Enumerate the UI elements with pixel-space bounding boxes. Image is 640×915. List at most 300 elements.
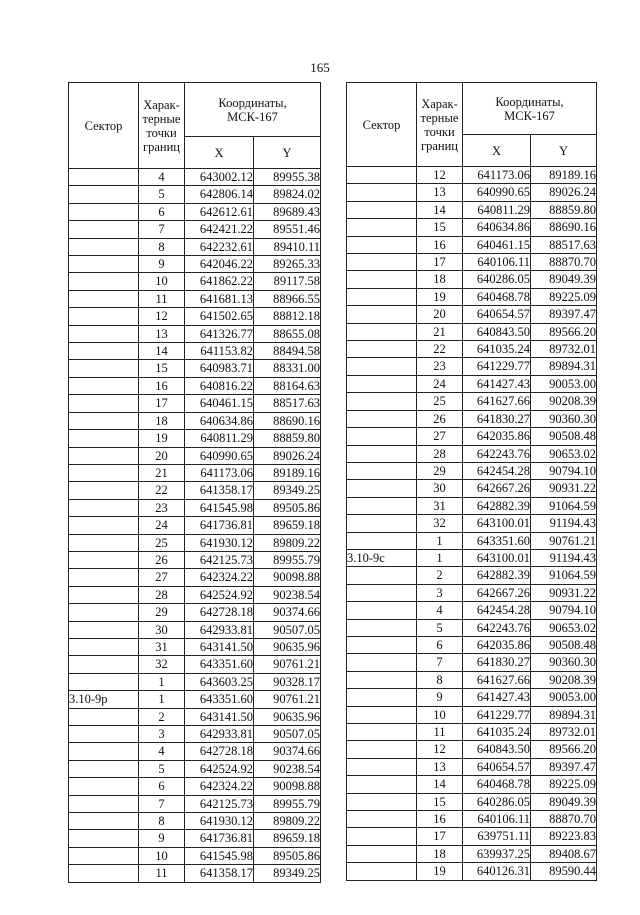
x-header: X (185, 137, 254, 169)
point-cell: 2 (139, 708, 185, 725)
table-row (69, 656, 321, 673)
table-row (347, 549, 597, 566)
x-coordinate-cell: 641035.24 (463, 724, 531, 741)
sector-cell (69, 238, 139, 255)
x-coordinate-cell: 641736.81 (185, 830, 254, 847)
y-coordinate-cell: 90328.17 (254, 673, 321, 690)
x-coordinate-cell: 641736.81 (185, 517, 254, 534)
y-coordinate-cell: 89659.18 (254, 517, 321, 534)
x-coordinate-cell: 642125.73 (185, 551, 254, 568)
coordinates-header (463, 83, 597, 135)
y-coordinate-cell: 90098.88 (254, 778, 321, 795)
point-cell: 7 (139, 795, 185, 812)
x-coordinate-cell: 642728.18 (185, 743, 254, 760)
point-cell: 25 (139, 534, 185, 551)
sector-cell (347, 828, 417, 845)
point-cell: 8 (139, 238, 185, 255)
sector-cell (69, 290, 139, 307)
point-cell: 24 (139, 517, 185, 534)
points-header (139, 83, 185, 169)
table-row (69, 325, 321, 342)
x-coordinate-cell: 640843.50 (463, 323, 531, 340)
table-row (69, 308, 321, 325)
table-row (69, 604, 321, 621)
y-coordinate-cell: 88870.70 (531, 254, 597, 271)
sector-cell (347, 863, 417, 880)
x-coordinate-cell: 642524.92 (185, 760, 254, 777)
y-coordinate-cell: 89955.79 (254, 551, 321, 568)
x-coordinate-cell: 641427.43 (463, 689, 531, 706)
y-coordinate-cell: 90761.21 (254, 656, 321, 673)
point-cell: 11 (139, 865, 185, 882)
y-coordinate-cell: 90635.96 (254, 708, 321, 725)
point-cell: 28 (417, 445, 463, 462)
y-coordinate-cell: 88870.70 (531, 811, 597, 828)
sector-cell (347, 497, 417, 514)
y-coordinate-cell: 89225.09 (531, 288, 597, 305)
point-cell: 16 (417, 811, 463, 828)
y-coordinate-cell: 90360.30 (531, 654, 597, 671)
y-coordinate-cell: 90208.39 (531, 671, 597, 688)
sector-cell (347, 462, 417, 479)
y-coordinate-cell: 89049.39 (531, 271, 597, 288)
point-cell: 15 (139, 360, 185, 377)
table-row (69, 273, 321, 290)
sector-cell (69, 569, 139, 586)
x-coordinate-cell: 641427.43 (463, 375, 531, 392)
y-coordinate-cell: 90507.05 (254, 726, 321, 743)
table-row (347, 602, 597, 619)
point-cell: 31 (139, 638, 185, 655)
table-row (69, 482, 321, 499)
y-coordinate-cell: 91064.59 (531, 497, 597, 514)
point-cell: 29 (417, 462, 463, 479)
table-row (347, 184, 597, 201)
table-body (69, 169, 321, 883)
table-row (347, 828, 597, 845)
point-cell: 9 (417, 689, 463, 706)
table-row (69, 586, 321, 603)
table-row (347, 619, 597, 636)
x-coordinate-cell: 640468.78 (463, 776, 531, 793)
sector-cell (69, 760, 139, 777)
sector-cell (69, 377, 139, 394)
x-coordinate-cell: 640654.57 (463, 758, 531, 775)
y-coordinate-cell: 90507.05 (254, 621, 321, 638)
table-row (347, 758, 597, 775)
table-row (69, 517, 321, 534)
table-row (69, 377, 321, 394)
table-row (69, 847, 321, 864)
table-row (69, 412, 321, 429)
point-cell: 18 (417, 271, 463, 288)
table-row (69, 778, 321, 795)
y-header: Y (531, 135, 597, 167)
y-coordinate-cell: 89732.01 (531, 724, 597, 741)
y-coordinate-cell: 89590.44 (531, 863, 597, 880)
coordinates-header-line: МСК-167 (504, 108, 555, 123)
point-cell: 5 (139, 186, 185, 203)
x-coordinate-cell: 642667.26 (463, 584, 531, 601)
x-coordinate-cell: 640983.71 (185, 360, 254, 377)
table-row (347, 306, 597, 323)
y-coordinate-cell: 90374.66 (254, 743, 321, 760)
point-cell: 10 (417, 706, 463, 723)
table-row (347, 654, 597, 671)
sector-cell (69, 743, 139, 760)
table-row (69, 865, 321, 882)
x-coordinate-cell: 641035.24 (463, 341, 531, 358)
point-cell: 23 (417, 358, 463, 375)
point-cell: 11 (139, 290, 185, 307)
x-coordinate-cell: 642243.76 (463, 445, 531, 462)
point-cell: 7 (139, 221, 185, 238)
sector-cell (69, 360, 139, 377)
y-coordinate-cell: 89894.31 (531, 358, 597, 375)
coordinates-header-line: МСК-167 (227, 109, 278, 124)
point-cell: 1 (139, 691, 185, 708)
x-coordinate-cell: 643351.60 (463, 532, 531, 549)
point-cell: 19 (417, 863, 463, 880)
y-coordinate-cell: 90360.30 (531, 410, 597, 427)
table-row (69, 290, 321, 307)
x-coordinate-cell: 642324.22 (185, 778, 254, 795)
point-cell: 17 (139, 395, 185, 412)
table-row (347, 671, 597, 688)
sector-cell (347, 445, 417, 462)
x-coordinate-cell: 642524.92 (185, 586, 254, 603)
x-coordinate-cell: 641173.06 (185, 464, 254, 481)
sector-cell (69, 430, 139, 447)
sector-cell (347, 201, 417, 218)
y-coordinate-cell: 89505.86 (254, 847, 321, 864)
x-coordinate-cell: 640126.31 (463, 863, 531, 880)
y-coordinate-cell: 91064.59 (531, 567, 597, 584)
sector-cell (347, 602, 417, 619)
x-coordinate-cell: 640468.78 (463, 288, 531, 305)
point-cell: 31 (417, 497, 463, 514)
table-row (347, 497, 597, 514)
sector-cell (347, 776, 417, 793)
table-row (347, 219, 597, 236)
sector-cell (347, 236, 417, 253)
table-row (69, 343, 321, 360)
sector-cell (69, 517, 139, 534)
x-coordinate-cell: 642612.61 (185, 203, 254, 220)
sector-cell (347, 167, 417, 184)
y-coordinate-cell: 88966.55 (254, 290, 321, 307)
point-cell: 6 (417, 636, 463, 653)
x-coordinate-cell: 643351.60 (185, 656, 254, 673)
sector-cell (347, 758, 417, 775)
x-coordinate-cell: 639751.11 (463, 828, 531, 845)
points-header-line: точки (146, 125, 177, 140)
coordinates-header (185, 83, 321, 137)
sector-cell: 3.10-9р (69, 691, 139, 708)
sector-cell (347, 184, 417, 201)
y-coordinate-cell: 90761.21 (531, 532, 597, 549)
table-row (69, 813, 321, 830)
sector-cell (347, 741, 417, 758)
x-coordinate-cell: 642667.26 (463, 480, 531, 497)
point-cell: 1 (139, 673, 185, 690)
sector-cell (69, 325, 139, 342)
point-cell: 27 (139, 569, 185, 586)
x-coordinate-cell: 640634.86 (185, 412, 254, 429)
sector-cell (69, 256, 139, 273)
table-row (347, 323, 597, 340)
sector-cell (69, 343, 139, 360)
table-row (347, 236, 597, 253)
points-header-line: границ (421, 138, 458, 153)
y-coordinate-cell: 88690.16 (254, 412, 321, 429)
x-coordinate-cell: 641326.77 (185, 325, 254, 342)
table-row (69, 430, 321, 447)
coordinates-header-line: Координаты, (218, 95, 287, 110)
y-coordinate-cell: 88812.18 (254, 308, 321, 325)
sector-cell (69, 186, 139, 203)
point-cell: 3 (417, 584, 463, 601)
table-row (347, 793, 597, 810)
sector-cell (69, 221, 139, 238)
table-row (347, 358, 597, 375)
sector-cell (69, 673, 139, 690)
sector-cell (347, 706, 417, 723)
point-cell: 15 (417, 793, 463, 810)
y-coordinate-cell: 88517.63 (254, 395, 321, 412)
x-coordinate-cell: 642125.73 (185, 795, 254, 812)
sector-cell (69, 708, 139, 725)
point-cell: 1 (417, 549, 463, 566)
table-row (347, 584, 597, 601)
sector-cell (69, 169, 139, 186)
y-coordinate-cell: 90238.54 (254, 760, 321, 777)
x-coordinate-cell: 642243.76 (463, 619, 531, 636)
table-row (69, 203, 321, 220)
y-coordinate-cell: 90053.00 (531, 375, 597, 392)
point-cell: 30 (139, 621, 185, 638)
table-row (347, 811, 597, 828)
sector-cell (69, 830, 139, 847)
y-coordinate-cell: 89809.22 (254, 534, 321, 551)
table-row (69, 726, 321, 743)
point-cell: 15 (417, 219, 463, 236)
y-coordinate-cell: 90931.22 (531, 480, 597, 497)
x-header: X (463, 135, 531, 167)
table-row (347, 341, 597, 358)
point-cell: 14 (417, 776, 463, 793)
table-row (347, 254, 597, 271)
point-cell: 18 (417, 845, 463, 862)
sector-cell (347, 724, 417, 741)
point-cell: 9 (139, 256, 185, 273)
y-coordinate-cell: 89955.79 (254, 795, 321, 812)
y-coordinate-cell: 90635.96 (254, 638, 321, 655)
sector-cell (347, 393, 417, 410)
table-row (347, 689, 597, 706)
y-coordinate-cell: 89659.18 (254, 830, 321, 847)
point-cell: 4 (139, 743, 185, 760)
sector-cell (69, 447, 139, 464)
y-coordinate-cell: 89551.46 (254, 221, 321, 238)
points-header-line: границ (143, 139, 180, 154)
y-coordinate-cell: 88690.16 (531, 219, 597, 236)
coordinates-header-line: Координаты, (495, 94, 564, 109)
table-row (347, 515, 597, 532)
x-coordinate-cell: 640811.29 (463, 201, 531, 218)
point-cell: 19 (139, 430, 185, 447)
table-row (347, 567, 597, 584)
point-cell: 8 (139, 813, 185, 830)
coordinates-table-left (68, 82, 321, 883)
point-cell: 30 (417, 480, 463, 497)
y-coordinate-cell: 89566.20 (531, 323, 597, 340)
x-coordinate-cell: 642232.61 (185, 238, 254, 255)
x-coordinate-cell: 642046.22 (185, 256, 254, 273)
x-coordinate-cell: 641627.66 (463, 671, 531, 688)
point-cell: 8 (417, 671, 463, 688)
x-coordinate-cell: 641358.17 (185, 865, 254, 882)
y-coordinate-cell: 88494.58 (254, 343, 321, 360)
page-number: 165 (310, 60, 330, 75)
points-header-line: терные (420, 110, 459, 125)
sector-cell (347, 671, 417, 688)
point-cell: 4 (417, 602, 463, 619)
sector-cell (69, 499, 139, 516)
y-coordinate-cell: 88331.00 (254, 360, 321, 377)
point-cell: 12 (139, 308, 185, 325)
point-cell: 5 (139, 760, 185, 777)
y-coordinate-cell: 89410.11 (254, 238, 321, 255)
sector-cell (69, 482, 139, 499)
table-body (347, 167, 597, 881)
x-coordinate-cell: 642806.14 (185, 186, 254, 203)
y-coordinate-cell: 90653.02 (531, 619, 597, 636)
table-row (347, 393, 597, 410)
point-cell: 19 (417, 288, 463, 305)
y-coordinate-cell: 89026.24 (254, 447, 321, 464)
y-coordinate-cell: 89397.47 (531, 758, 597, 775)
point-cell: 3 (139, 726, 185, 743)
table-row (69, 169, 321, 186)
point-cell: 17 (417, 254, 463, 271)
sector-cell (69, 273, 139, 290)
x-coordinate-cell: 643351.60 (185, 691, 254, 708)
x-coordinate-cell: 641229.77 (463, 358, 531, 375)
x-coordinate-cell: 641153.82 (185, 343, 254, 360)
point-cell: 9 (139, 830, 185, 847)
y-coordinate-cell: 90374.66 (254, 604, 321, 621)
x-coordinate-cell: 641830.27 (463, 654, 531, 671)
table-row (347, 706, 597, 723)
sector-cell (69, 551, 139, 568)
sector-cell: 3.10-9с (347, 549, 417, 566)
y-coordinate-cell: 89505.86 (254, 499, 321, 516)
y-coordinate-cell: 89223.83 (531, 828, 597, 845)
x-coordinate-cell: 642454.28 (463, 462, 531, 479)
point-cell: 27 (417, 428, 463, 445)
x-coordinate-cell: 641830.27 (463, 410, 531, 427)
sector-cell (347, 428, 417, 445)
table-row (69, 621, 321, 638)
point-cell: 12 (417, 167, 463, 184)
sector-cell (69, 847, 139, 864)
x-coordinate-cell: 643141.50 (185, 638, 254, 655)
point-cell: 24 (417, 375, 463, 392)
x-coordinate-cell: 642035.86 (463, 428, 531, 445)
point-cell: 13 (417, 184, 463, 201)
point-cell: 23 (139, 499, 185, 516)
y-coordinate-cell: 90931.22 (531, 584, 597, 601)
table-row (69, 551, 321, 568)
sector-cell (69, 656, 139, 673)
table-row (69, 691, 321, 708)
table-row (69, 534, 321, 551)
sector-cell (347, 375, 417, 392)
point-cell: 12 (417, 741, 463, 758)
coordinates-table-right (346, 82, 597, 881)
points-header-line: Харак- (143, 97, 180, 112)
point-cell: 21 (139, 464, 185, 481)
sector-cell (347, 341, 417, 358)
y-coordinate-cell: 89026.24 (531, 184, 597, 201)
x-coordinate-cell: 641681.13 (185, 290, 254, 307)
sector-header: Сектор (347, 83, 417, 167)
point-cell: 26 (139, 551, 185, 568)
sector-cell (347, 532, 417, 549)
point-cell: 13 (417, 758, 463, 775)
y-coordinate-cell: 89117.58 (254, 273, 321, 290)
table-row (347, 636, 597, 653)
x-coordinate-cell: 639937.25 (463, 845, 531, 862)
y-coordinate-cell: 89265.33 (254, 256, 321, 273)
table-row (347, 741, 597, 758)
sector-cell (69, 203, 139, 220)
x-coordinate-cell: 641930.12 (185, 813, 254, 830)
y-coordinate-cell: 90508.48 (531, 636, 597, 653)
table-row (69, 569, 321, 586)
x-coordinate-cell: 643603.25 (185, 673, 254, 690)
table-row (69, 638, 321, 655)
y-coordinate-cell: 89397.47 (531, 306, 597, 323)
table-row (347, 288, 597, 305)
point-cell: 17 (417, 828, 463, 845)
table-row (69, 395, 321, 412)
x-coordinate-cell: 640654.57 (463, 306, 531, 323)
point-cell: 20 (417, 306, 463, 323)
table-row (69, 673, 321, 690)
point-cell: 1 (417, 532, 463, 549)
sector-cell (69, 638, 139, 655)
sector-cell (69, 726, 139, 743)
x-coordinate-cell: 641502.65 (185, 308, 254, 325)
point-cell: 25 (417, 393, 463, 410)
x-coordinate-cell: 640286.05 (463, 793, 531, 810)
y-coordinate-cell: 89809.22 (254, 813, 321, 830)
y-coordinate-cell: 90794.10 (531, 602, 597, 619)
table-row (347, 462, 597, 479)
sector-cell (347, 271, 417, 288)
x-coordinate-cell: 642421.22 (185, 221, 254, 238)
y-header: Y (254, 137, 321, 169)
point-cell: 6 (139, 203, 185, 220)
y-coordinate-cell: 89408.67 (531, 845, 597, 862)
y-coordinate-cell: 90208.39 (531, 393, 597, 410)
x-coordinate-cell: 642728.18 (185, 604, 254, 621)
y-coordinate-cell: 89349.25 (254, 482, 321, 499)
sector-cell (347, 584, 417, 601)
table-row (347, 201, 597, 218)
